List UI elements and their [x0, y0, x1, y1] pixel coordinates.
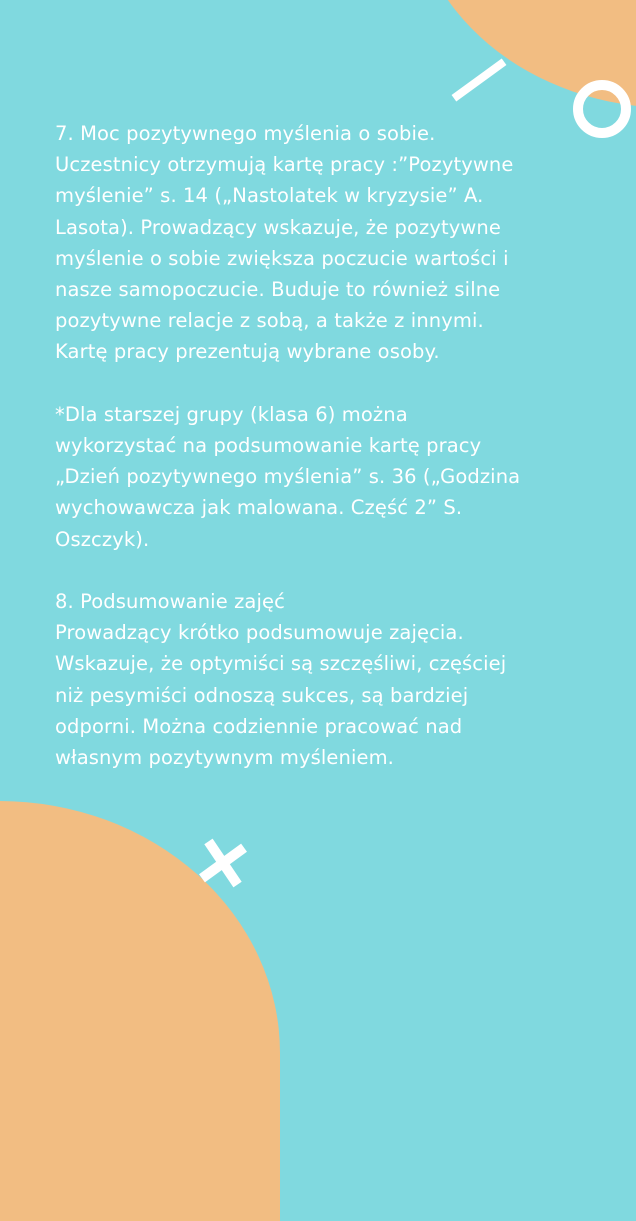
text-line: Wskazuje, że optymiści są szczęśliwi, częściej: [55, 652, 507, 676]
text-line: niż pesymiści odnoszą sukces, są bardziej: [55, 683, 469, 707]
text-line: pozytywne relacje z sobą, a także z innymi.: [55, 309, 484, 333]
text-line: odporni. Można codziennie pracować nad: [55, 714, 463, 738]
cross-icon: [197, 837, 249, 889]
older-group-note: [55, 399, 585, 555]
text-line: myślenie o sobie zwiększa poczucie wartości i: [55, 246, 509, 270]
text-line: nasze samopoczucie. Buduje to również silne: [55, 278, 501, 302]
section-heading: 8. Podsumowanie zajęć: [55, 590, 285, 614]
text-line: Lasota). Prowadzący wskazuje, że pozytywne: [55, 215, 501, 239]
text-line: Oszczyk).: [55, 527, 150, 551]
text-line: Prowadzący krótko podsumowuje zajęcia.: [55, 621, 464, 645]
text-line: myślenie” s. 14 („Nastolatek w kryzysie” A.: [55, 184, 484, 208]
section-heading: 7. Moc pozytywnego myślenia o sobie.: [55, 122, 436, 145]
text-line: Kartę pracy prezentują wybrane osoby.: [55, 340, 440, 364]
text-line: wykorzystać na podsumowanie kartę pracy: [55, 434, 482, 458]
slash-icon: [452, 59, 507, 102]
section-7-positive-thinking: [55, 118, 585, 368]
text-line: wychowawcza jak malowana. Część 2” S.: [55, 496, 463, 520]
document-body: [55, 118, 585, 804]
text-line: własnym pozytywnym myśleniem.: [55, 746, 394, 770]
text-line: Uczestnicy otrzymują kartę pracy :”Pozytywne: [55, 153, 514, 177]
text-line: *Dla starszej grupy (klasa 6) można: [55, 402, 408, 426]
text-line: „Dzień pozytywnego myślenia” s. 36 („Godzina: [55, 465, 521, 489]
section-8-summary: [55, 586, 585, 773]
